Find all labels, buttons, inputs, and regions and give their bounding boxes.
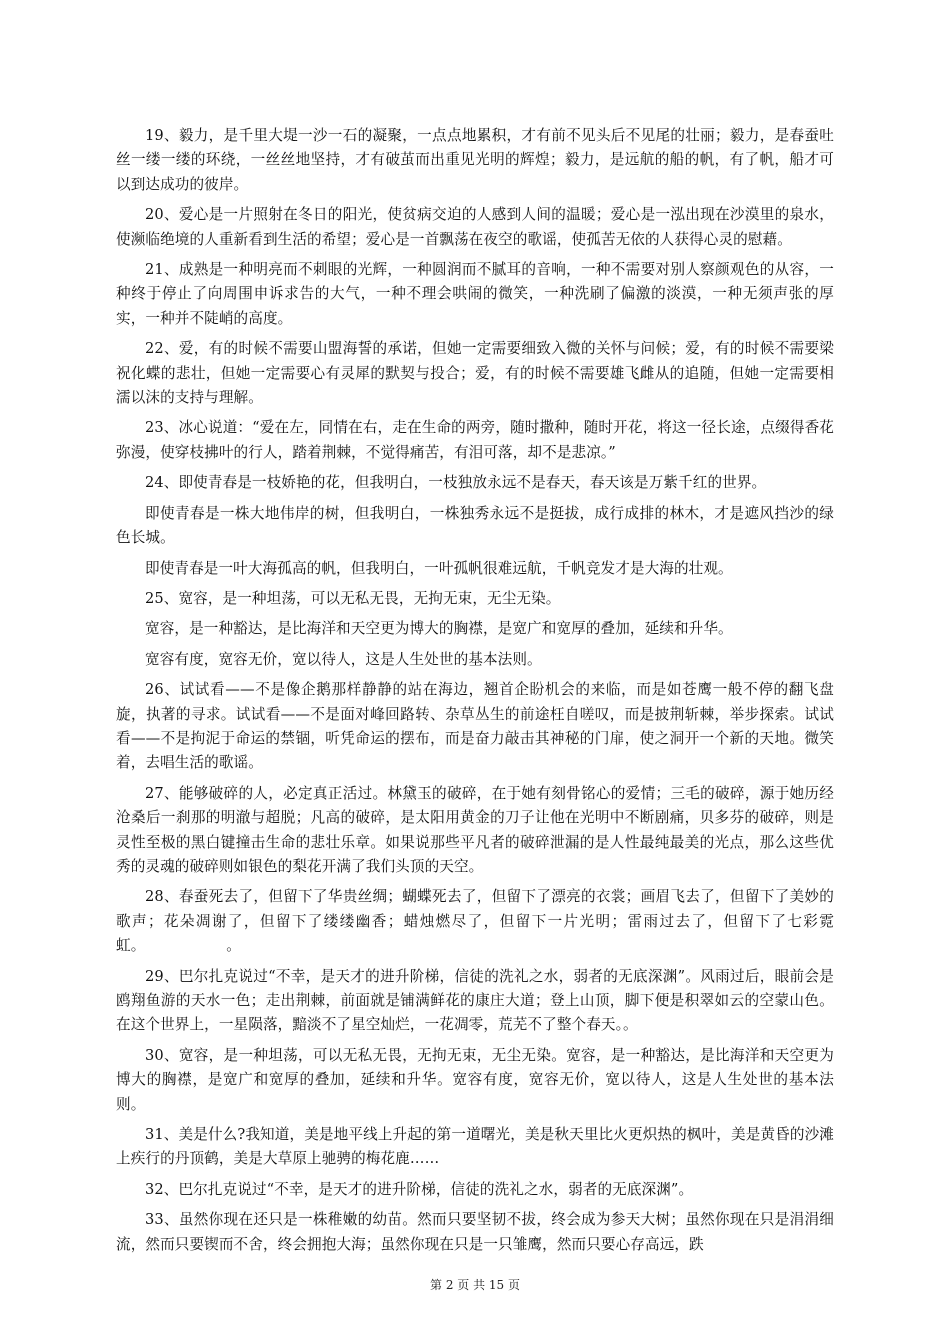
- paragraph-29: 29、巴尔扎克说过“不幸，是天才的进升阶梯，信徒的洗礼之水，弱者的无底深渊”。风雨过后，眼前会是鸥翔鱼游的天水一色；走出荆棘，前面就是铺满鲜花的康庄大道；登上山顶，脚下便是积翠如云的空蒙山色。在这个世界上，一星陨落，黯淡不了星空灿烂，一花凋零，荒芜不了整个春天。。: [116, 967, 834, 1034]
- paragraph-27: 27、能够破碎的人，必定真正活过。林黛玉的破碎，在于她有刻骨铭心的爱情；三毛的破碎，源于她历经沧桑后一刹那的明澈与超脱；凡高的破碎，是太阳用黄金的刀子让他在光明中不断剧痛，贝多芬的破碎，则是灵性至极的黑白键撞击生命的悲壮乐章。如果说那些平凡者的破碎泄漏的是人性最纯最美的光点，那么这些优秀的灵魂的破碎则如银色的梨花开满了我们头顶的天空。: [116, 784, 834, 875]
- paragraph-24-c: 即使青春是一叶大海孤高的帆，但我明白，一叶孤帆很难远航，千帆竞发才是大海的壮观。: [145, 559, 733, 577]
- paragraph-25: 25、宽容，是一种坦荡，可以无私无畏，无拘无束，无尘无染。: [145, 589, 561, 607]
- paragraph-21: 21、成熟是一种明亮而不刺眼的光辉，一种圆润而不腻耳的音响，一种不需要对别人察颜观色的从容，一种终于停止了向周围申诉求告的大气，一种不理会哄闹的微笑，一种洗刷了偏激的淡漠，一种无须声张的厚实，一种并不陡峭的高度。: [116, 261, 834, 327]
- paragraph-24: 24、即使青春是一枝娇艳的花，但我明白，一枝独放永远不是春天，春天该是万紫千红的世界。: [145, 474, 767, 492]
- paragraph-19: 19、毅力，是千里大堤一沙一石的凝聚，一点点地累积，才有前不见头后不见尾的壮丽；毅力，是春蚕吐丝一缕一缕的环绕，一丝丝地坚持，才有破茧而出重见光明的辉煌；毅力，是远航的船的帆，有了帆，船才可以到达成功的彼岸。: [116, 127, 834, 193]
- paragraph-23: 23、冰心说道：“爱在左，同情在右，走在生命的两旁，随时撒种，随时开花，将这一径长途，点缀得香花弥漫，使穿枝拂叶的行人，踏着荆棘，不觉得痛苦，有泪可落，却不是悲凉。”: [116, 419, 834, 461]
- paragraph-25-c: 宽容有度，宽容无价，宽以待人，这是人生处世的基本法则。: [145, 650, 542, 668]
- paragraph-31: 31、美是什么?我知道，美是地平线上升起的第一道曙光，美是秋天里比火更炽热的枫叶，美是黄昏的沙滩上疾行的丹顶鹤，美是大草原上驰骋的梅花鹿……: [116, 1126, 834, 1168]
- paragraph-32: 32、巴尔扎克说过“不幸，是天才的进升阶梯，信徒的洗礼之水，弱者的无底深渊”。: [145, 1180, 694, 1198]
- page-number-footer: 第 2 页 共 15 页: [430, 1278, 520, 1292]
- paragraph-28: 28、春蚕死去了，但留下了华贵丝绸；蝴蝶死去了，但留下了漂亮的衣裳；画眉飞去了，但留下了美妙的歌声；花朵凋谢了，但留下了缕缕幽香；蜡烛燃尽了，但留下一片光明；雷雨过去了，但留下了七彩霓虹。 。: [116, 888, 834, 955]
- paragraph-22: 22、爱，有的时候不需要山盟海誓的承诺，但她一定需要细致入微的关怀与问候；爱，有的时候不需要梁祝化蝶的悲壮，但她一定需要心有灵犀的默契与投合；爱，有的时候不需要雄飞雌从的追随，但她一定需要相濡以沫的支持与理解。: [116, 340, 834, 407]
- paragraph-24-b: 即使青春是一株大地伟岸的树，但我明白，一株独秀永远不是挺拔，成行成排的林木，才是遮风挡沙的绿色长城。: [116, 504, 834, 547]
- body-text: [116, 124, 834, 1263]
- paragraph-20: 20、爱心是一片照射在冬日的阳光，使贫病交迫的人感到人间的温暖；爱心是一泓出现在沙漠里的泉水，使濒临绝境的人重新看到生活的希望；爱心是一首飘荡在夜空的歌谣，使孤苦无依的人获得心灵的慰藉。: [116, 206, 834, 248]
- paragraph-30: 30、宽容，是一种坦荡，可以无私无畏，无拘无束，无尘无染。宽容，是一种豁达，是比海洋和天空更为博大的胸襟，是宽广和宽厚的叠加，延续和升华。宽容有度，宽容无价，宽以待人，这是人生处世的基本法则。: [116, 1046, 834, 1113]
- paragraph-25-b: 宽容，是一种豁达，是比海洋和天空更为博大的胸襟，是宽广和宽厚的叠加，延续和升华。: [145, 620, 733, 638]
- paragraph-33: 33、虽然你现在还只是一株稚嫩的幼苗。然而只要坚韧不拔，终会成为参天大树；虽然你现在只是涓涓细流，然而只要锲而不舍，终会拥抱大海；虽然你现在只是一只雏鹰，然而只要心存高远，跌: [116, 1211, 834, 1253]
- paragraph-26: 26、试试看——不是像企鹅那样静静的站在海边，翘首企盼机会的来临，而是如苍鹰一般不停的翻飞盘旋，执著的寻求。试试看——不是面对峰回路转、杂草丛生的前途枉自嗟叹，而是披荆斩棘，举步探索。试试看——不是拘泥于命运的禁锢，听凭命运的摆布，而是奋力敲击其神秘的门扉，使之洞开一个新的天地。微笑着，去唱生活的歌谣。: [116, 681, 834, 772]
